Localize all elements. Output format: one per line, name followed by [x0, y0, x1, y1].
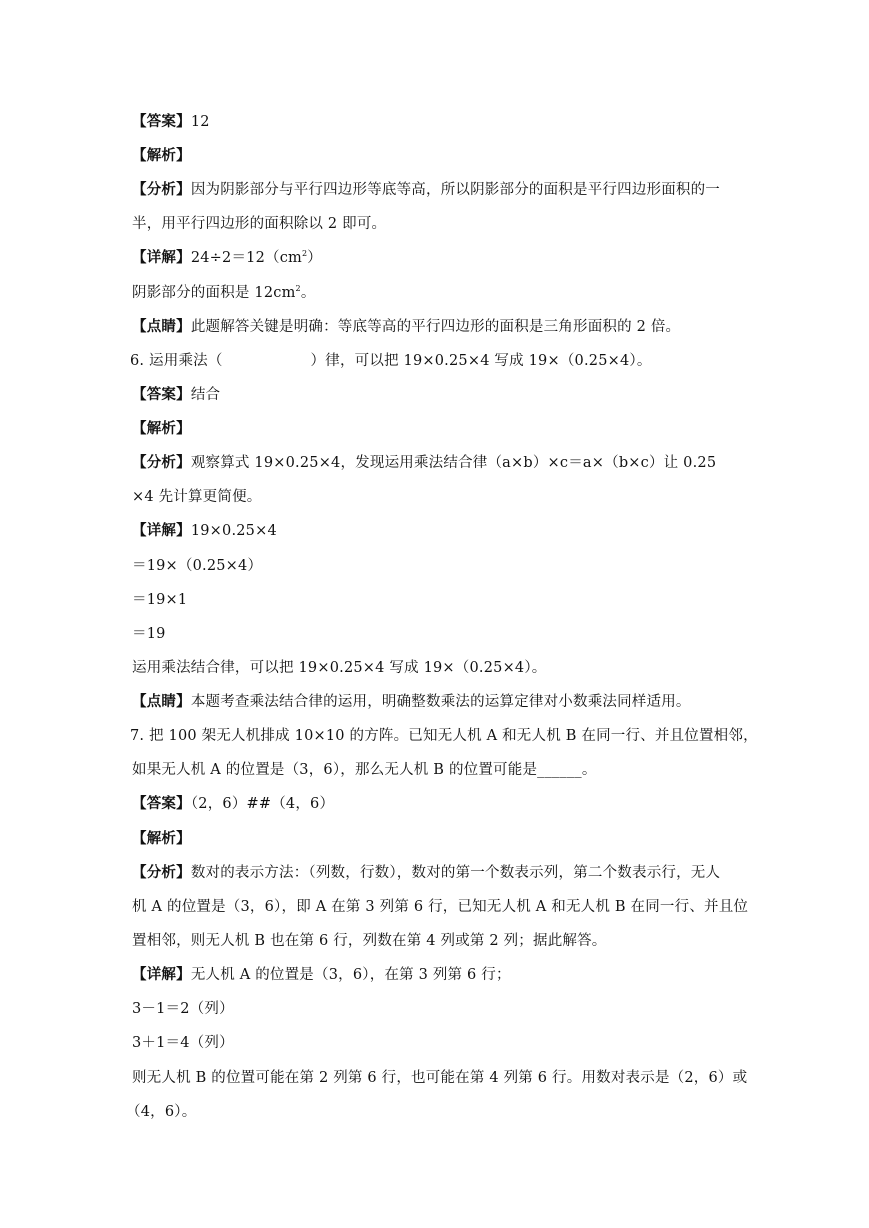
q5-conclusion — [132, 283, 316, 303]
q7-answer — [132, 794, 334, 814]
q6-step: ＝19 — [132, 626, 166, 642]
q6-analysis-tag: 【解析】 — [132, 420, 191, 437]
q5-fenxi-line1 — [132, 180, 720, 200]
q6-fenxi-line1 — [132, 453, 716, 473]
xiangjie-text: 无人机 A 的位置是（3，6），在第 3 列第 6 行； — [190, 967, 511, 983]
q6-step: ＝19×（0.25×4） — [132, 558, 263, 574]
q6-dianjing — [132, 692, 691, 712]
xiangjie-calc: 24÷2＝12（cm — [190, 250, 302, 266]
q5-analysis-tag: 【解析】 — [132, 147, 191, 164]
q5-answer — [132, 112, 210, 132]
q6-question — [130, 351, 652, 371]
superscript: 2 — [301, 249, 308, 258]
answer-text: 结合 — [190, 387, 221, 403]
xiangjie-calc-end: ） — [307, 250, 322, 266]
fenxi-tag: 【分析】 — [132, 181, 191, 198]
fenxi-tag: 【分析】 — [132, 454, 191, 471]
q5-dianjing — [132, 317, 680, 337]
superscript: 2 — [295, 284, 301, 293]
conclusion-text: 阴影部分的面积是 12cm — [132, 285, 296, 301]
q6-conclusion: 运用乘法结合律，可以把 19×0.25×4 写成 19×（0.25×4）。 — [132, 660, 547, 676]
dianjing-tag: 【点睛】 — [132, 693, 191, 710]
q7-step: 3－1＝2（列） — [132, 1001, 234, 1017]
fenxi-text: 观察算式 19×0.25×4，发现运用乘法结合律（a×b）×c＝a×（b×c）让 0.25 — [190, 455, 717, 471]
question-start: 6. 运用乘法（ — [130, 353, 223, 369]
fenxi-text: 因为阴影部分与平行四边形等底等高，所以阴影部分的面积是平行四边形面积的一 — [190, 182, 721, 198]
step-text: 19×0.25×4 — [190, 523, 277, 539]
q6-answer — [132, 385, 220, 405]
answer-tag: 【答案】 — [132, 386, 191, 403]
answer-tag: 【答案】 — [132, 795, 191, 812]
answer-text: （2，6）##（4，6） — [190, 796, 335, 812]
q7-question-line1: 7. 把 100 架无人机排成 10×10 的方阵。已知无人机 A 和无人机 B 在同一行、并且位置相邻， — [130, 728, 758, 744]
answer-text: 12 — [190, 114, 210, 130]
q6-fenxi-line2: ×4 先计算更简便。 — [132, 489, 262, 505]
dianjing-text: 此题解答关键是明确：等底等高的平行四边形的面积是三角形面积的 2 倍。 — [190, 319, 681, 335]
dianjing-tag: 【点睛】 — [132, 318, 191, 335]
q6-step: ＝19×1 — [132, 592, 188, 608]
xiangjie-tag: 【详解】 — [132, 249, 191, 266]
q7-question-line2: 如果无人机 A 的位置是（3，6），那么无人机 B 的位置可能是______。 — [132, 762, 597, 778]
q5-fenxi-line2: 半，用平行四边形的面积除以 2 即可。 — [132, 216, 387, 232]
question-end: ）律，可以把 19×0.25×4 写成 19×（0.25×4）。 — [310, 353, 652, 369]
q7-analysis-tag: 【解析】 — [132, 830, 191, 847]
fenxi-tag: 【分析】 — [132, 864, 191, 881]
answer-tag: 【答案】 — [132, 113, 191, 130]
q7-fenxi-line1 — [132, 863, 720, 883]
q6-xiangjie — [132, 521, 277, 541]
xiangjie-tag: 【详解】 — [132, 522, 191, 539]
q7-fenxi-line3: 置相邻，则无人机 B 也在第 6 行，列数在第 4 列或第 2 列；据此解答。 — [132, 933, 607, 949]
fenxi-text: 数对的表示方法：（列数，行数），数对的第一个数表示列，第二个数表示行，无人 — [190, 865, 721, 881]
conclusion-end: 。 — [300, 285, 316, 301]
q7-fenxi-line2: 机 A 的位置是（3，6），即 A 在第 3 列第 6 行，已知无人机 A 和无人机 B 在同一行、并且位 — [132, 899, 749, 915]
q7-conclusion-line1: 则无人机 B 的位置可能在第 2 列第 6 行，也可能在第 4 列第 6 行。用数对表示是（2，6）或 — [132, 1070, 748, 1086]
dianjing-text: 本题考查乘法结合律的运用，明确整数乘法的运算定律对小数乘法同样适用。 — [190, 694, 691, 710]
q7-conclusion-line2: （4，6）。 — [126, 1104, 197, 1120]
q7-step: 3＋1＝4（列） — [132, 1035, 234, 1051]
q5-xiangjie — [132, 248, 322, 268]
xiangjie-tag: 【详解】 — [132, 966, 191, 983]
q7-xiangjie — [132, 965, 511, 985]
